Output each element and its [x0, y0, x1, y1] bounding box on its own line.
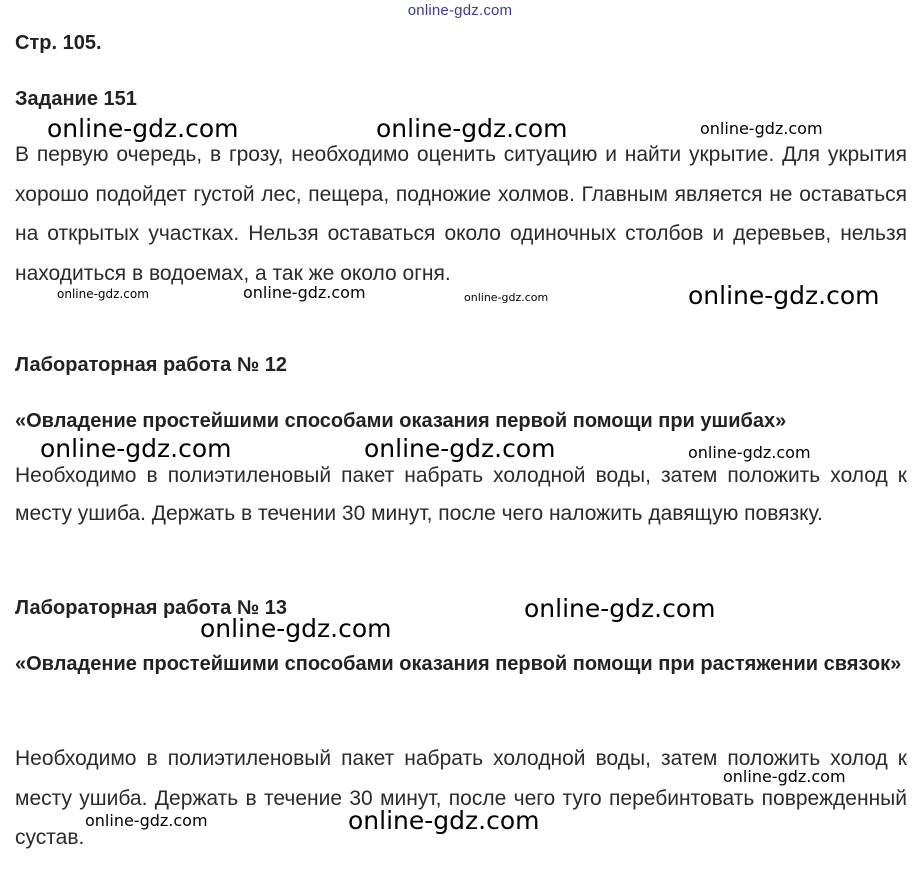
- lab12-text: Необходимо в полиэтиленовый пакет набрать холодной воды, затем положить холод к месту ушиба. Держать в течении 30 минут, после чего наложить давящую повязку.: [15, 464, 907, 525]
- lab12-subtitle: «Овладение простейшими способами оказания первой помощи при ушибах»: [15, 410, 787, 432]
- watermark: online-gdz.com: [243, 283, 366, 302]
- watermark: online-gdz.com: [688, 443, 811, 462]
- watermark: online-gdz.com: [376, 114, 568, 143]
- lab12-title: Лабораторная работа № 12: [15, 354, 287, 376]
- task-text: В первую очередь, в грозу, необходимо оценить ситуацию и найти укрытие. Для укрытия хорошо подойдет густой лес, пещера, подножие холмов. Главным является не оставаться на открытых участках. Нельзя оставаться около одиночных столбов и деревьев, нельзя находиться в водоемах, а так же около огня.: [15, 143, 907, 285]
- task-title: Задание 151: [15, 88, 137, 110]
- watermark: online-gdz.com: [524, 594, 716, 623]
- watermark: online-gdz.com: [40, 434, 232, 463]
- watermark: online-gdz.com: [85, 811, 208, 830]
- top-watermark: online-gdz.com: [407, 2, 513, 19]
- watermark: online-gdz.com: [464, 291, 549, 304]
- lab13-text: Необходимо в полиэтиленовый пакет набрать холодной воды, затем положить холод к месту ушиба. Держать в течение 30 минут, после чего туго перебинтовать поврежденный сустав.: [15, 747, 907, 849]
- lab13-subtitle: «Овладение простейшими способами оказания первой помощи при растяжении связок»: [15, 653, 902, 675]
- watermark: online-gdz.com: [723, 767, 846, 786]
- watermark: online-gdz.com: [57, 287, 149, 301]
- watermark: online-gdz.com: [200, 614, 392, 643]
- watermark: online-gdz.com: [348, 806, 540, 835]
- lab13-title: Лабораторная работа № 13: [15, 597, 287, 619]
- watermark: online-gdz.com: [47, 114, 239, 143]
- page-number: Стр. 105.: [15, 32, 102, 54]
- watermark: online-gdz.com: [364, 434, 556, 463]
- watermark: online-gdz.com: [688, 281, 880, 310]
- watermark: online-gdz.com: [700, 119, 823, 138]
